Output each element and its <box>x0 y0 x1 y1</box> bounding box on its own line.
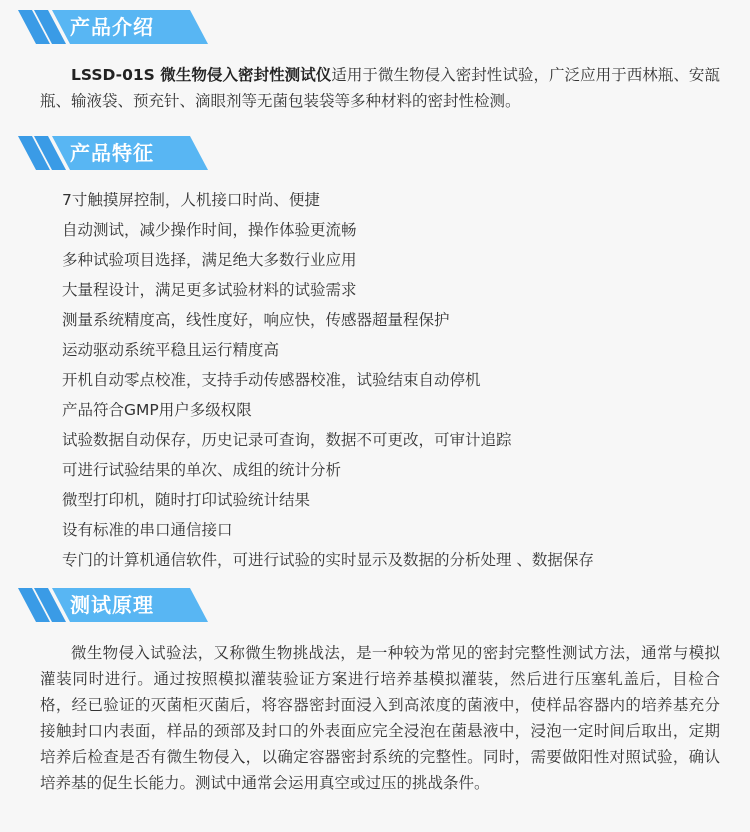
principle-paragraph: 微生物侵入试验法，又称微生物挑战法，是一种较为常见的密封完整性测试方法，通常与模拟灌装同时进行。通过按照模拟灌装验证方案进行培养基模拟灌装，然后进行压塞轧盖后，目检合格，经已验证的灭菌柜灭菌后，将容器密封面浸入到高浓度的菌液中，使样品容器内的培养基充分接触封口内表面，样品的颈部及封口的外表面应完全浸泡在菌悬液中，浸泡一定时间后取出，定期培养后检查是否有微生物侵入，以确定容器密封系统的完整性。同时，需要做阳性对照试验，确认培养基的促生长能力。测试中通常会运用真空或过压的挑战条件。 <box>40 644 720 792</box>
list-item: 专门的计算机通信软件，可进行试验的实时显示及数据的分析处理 、数据保存 <box>62 551 594 569</box>
list-item: 大量程设计，满足更多试验材料的试验需求 <box>62 281 357 299</box>
section-title: 测试原理 <box>70 593 154 617</box>
list-item: 测量系统精度高，线性度好，响应快，传感器超量程保护 <box>62 311 450 329</box>
section-title: 产品特征 <box>70 141 154 165</box>
list-item: 可进行试验结果的单次、成组的统计分析 <box>62 461 342 479</box>
feature-list <box>62 185 742 575</box>
intro-paragraph <box>40 62 720 114</box>
list-item: 试验数据自动保存，历史记录可查询，数据不可更改，可审计追踪 <box>62 431 512 449</box>
section-header-principle <box>18 588 208 622</box>
list-item: 多种试验项目选择，满足绝大多数行业应用 <box>62 251 357 269</box>
intro-text: 适用于微生物侵入密封性试验，广泛应用于西林瓶、安瓿瓶、输液袋、预充针、滴眼剂等无菌包装袋等多种材料的密封性检测。 <box>40 66 720 110</box>
section-header-intro <box>18 10 208 44</box>
section-header-features <box>18 136 208 170</box>
section-title: 产品介绍 <box>70 15 154 39</box>
model-name: LSSD-01S 微生物侵入密封性测试仪 <box>71 66 332 84</box>
list-item: 开机自动零点校准，支持手动传感器校准，试验结束自动停机 <box>62 371 481 389</box>
list-item: 7寸触摸屏控制，人机接口时尚、便捷 <box>62 191 320 209</box>
list-item: 微型打印机，随时打印试验统计结果 <box>62 491 311 509</box>
list-item: 自动测试，减少操作时间，操作体验更流畅 <box>62 221 357 239</box>
list-item: 设有标准的串口通信接口 <box>62 521 233 539</box>
list-item: 运动驱动系统平稳且运行精度高 <box>62 341 280 359</box>
list-item: 产品符合GMP用户多级权限 <box>62 401 252 419</box>
